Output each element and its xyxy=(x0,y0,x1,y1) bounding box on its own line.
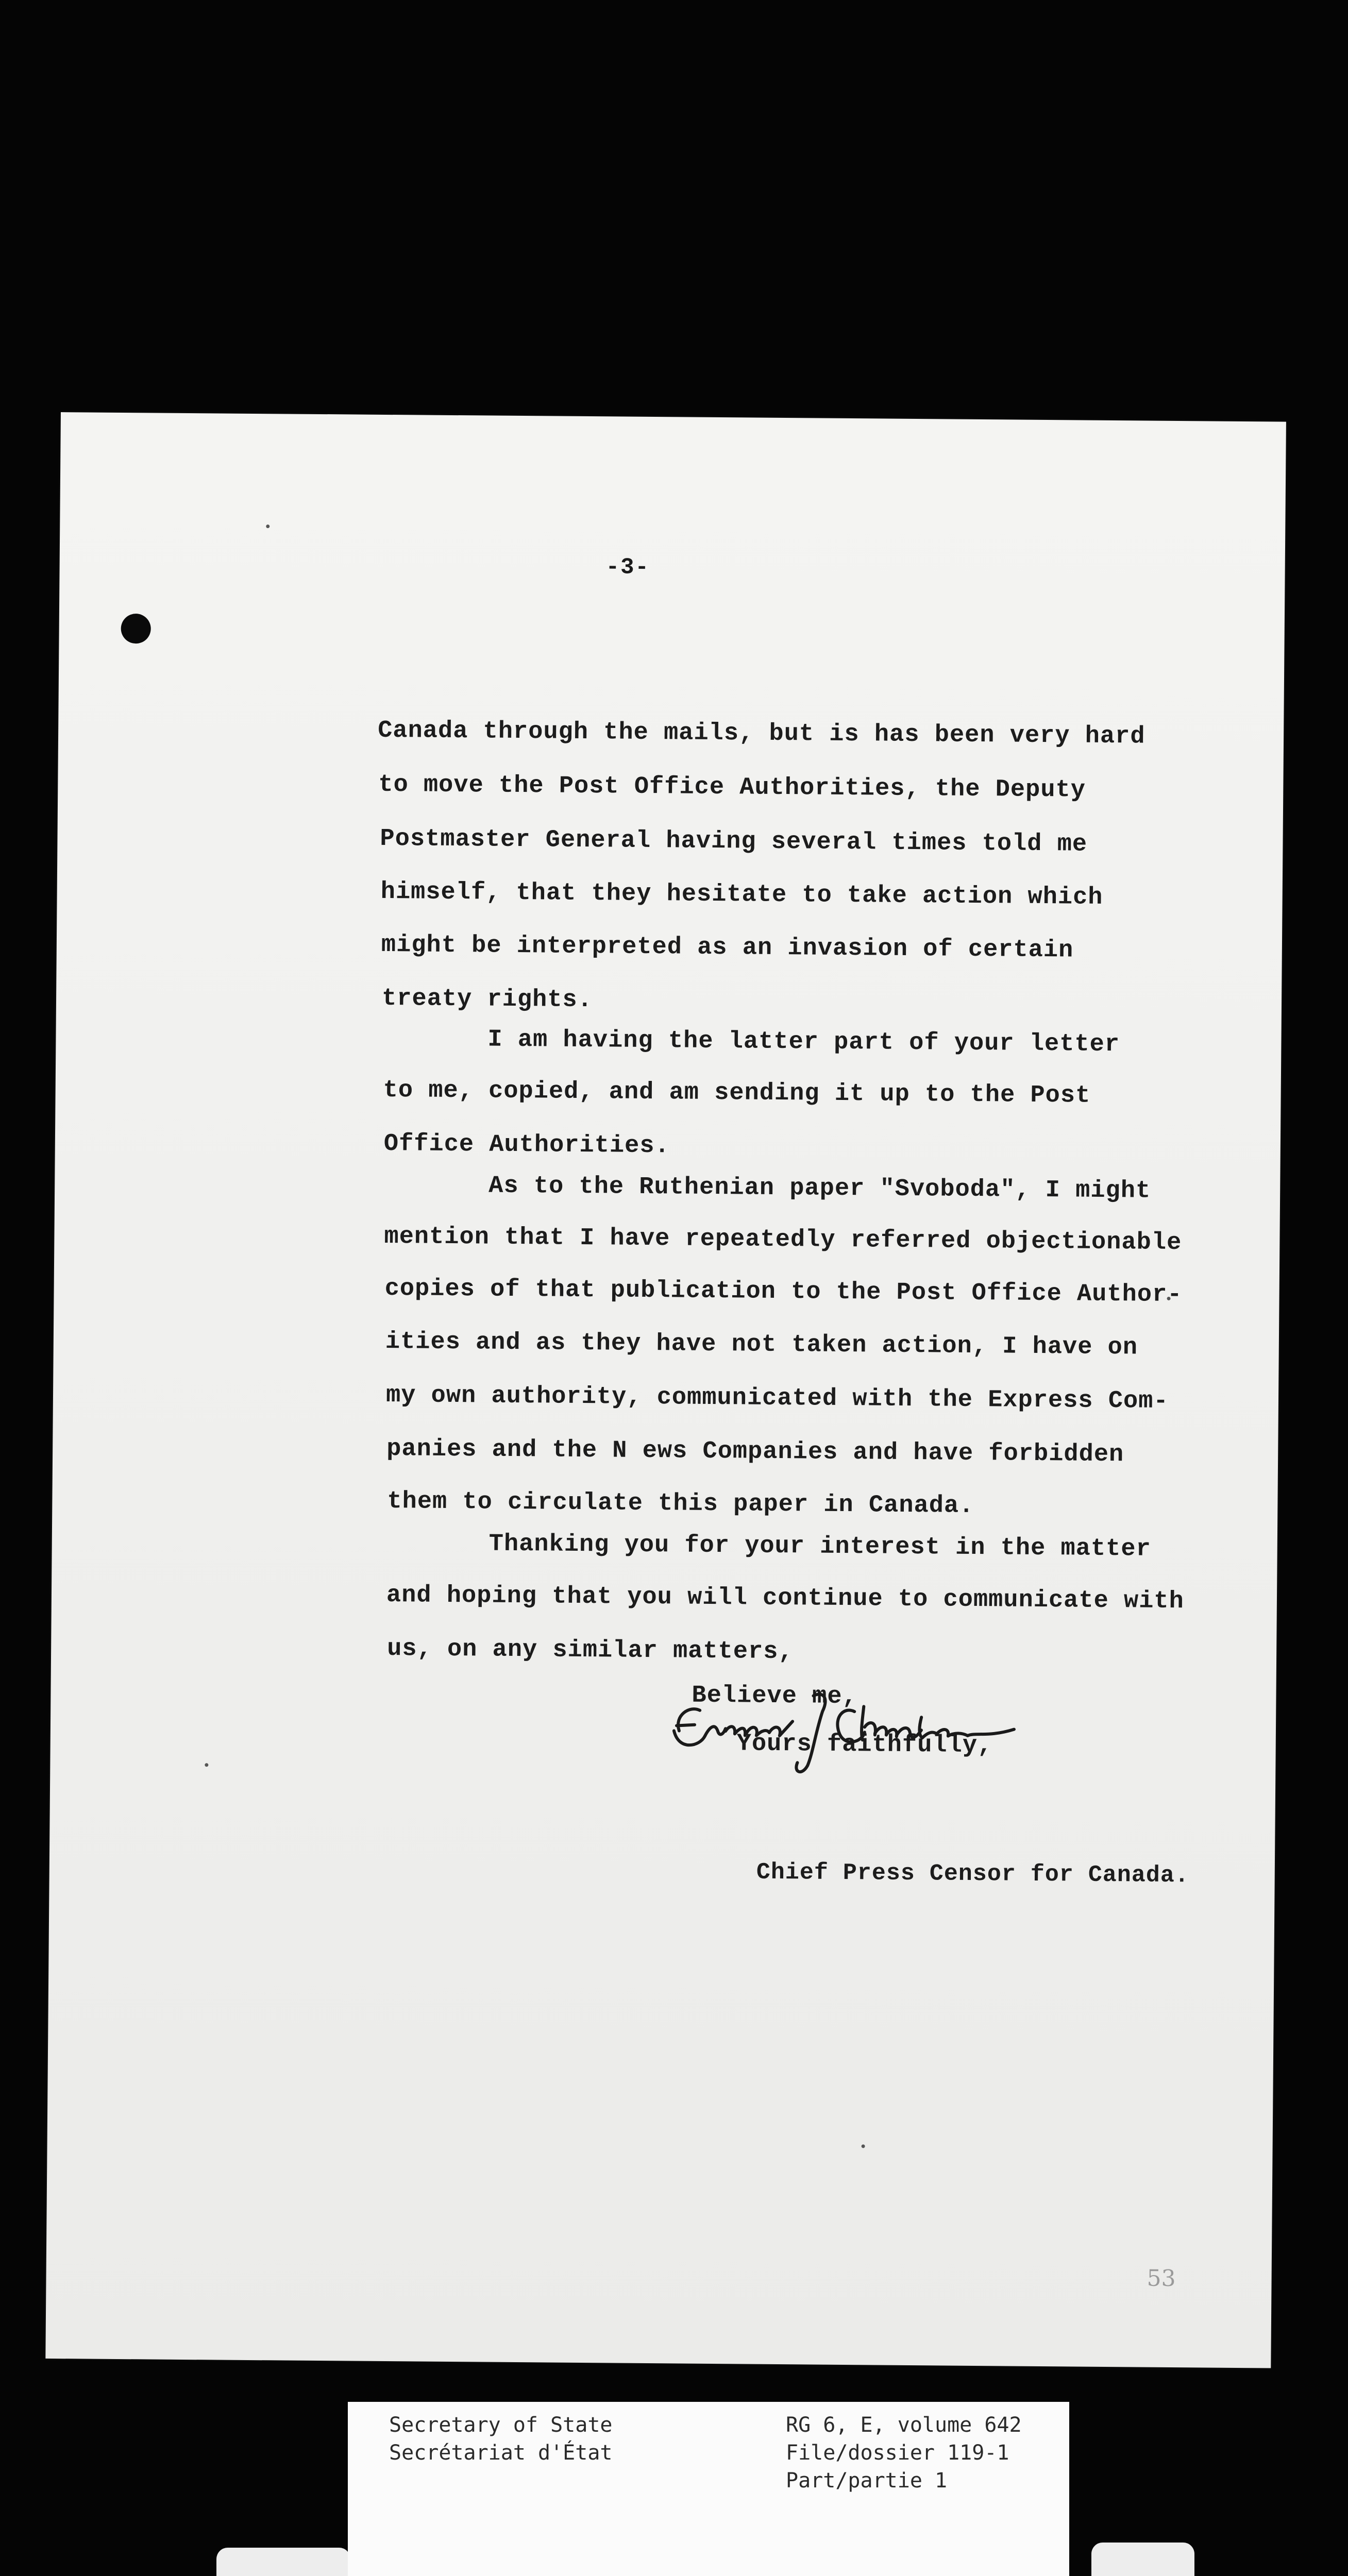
archive-label-card xyxy=(348,2402,1069,2576)
body-line: us, on any similar matters, xyxy=(386,1635,794,1666)
letter-page xyxy=(45,412,1286,2368)
body-line: Office Authorities. xyxy=(383,1130,670,1160)
body-line: ities and as they have not taken action, I have on xyxy=(385,1328,1138,1362)
signatory-title: Chief Press Censor for Canada. xyxy=(756,1859,1190,1889)
body-line: copies of that publication to the Post Office Author- xyxy=(384,1275,1183,1309)
body-line: himself, that they hesitate to take action which xyxy=(380,878,1103,911)
paper-fleck xyxy=(205,1763,208,1767)
body-line: Canada through the mails, but is has been very hard xyxy=(377,717,1145,751)
punch-hole xyxy=(121,614,150,643)
body-line: I am having the latter part of your letter xyxy=(487,1026,1120,1059)
body-line: panies and the N ews Companies and have forbidden xyxy=(386,1435,1124,1469)
corner-note: 53 xyxy=(1147,2265,1176,2292)
label-department xyxy=(389,2411,612,2467)
body-line: my own authority, communicated with the Express Com- xyxy=(385,1382,1169,1415)
body-line: As to the Ruthenian paper "Svoboda", I might xyxy=(488,1172,1151,1205)
label-file: File/dossier 119-1 xyxy=(786,2441,1009,2465)
label-department-fr: Secrétariat d'État xyxy=(389,2441,613,2465)
body-line: and hoping that you will continue to communicate with xyxy=(386,1582,1184,1616)
body-line: treaty rights. xyxy=(381,985,593,1014)
body-line: them to circulate this paper in Canada. xyxy=(387,1488,974,1520)
label-record-group: RG 6, E, volume 642 xyxy=(786,2413,1022,2437)
body-line: Postmaster General having several times told me xyxy=(380,825,1088,858)
label-department-en: Secretary of State xyxy=(389,2413,613,2437)
stand-left-post xyxy=(216,2548,350,2576)
closing-yours-faithfully: Yours faithfully, xyxy=(736,1730,993,1760)
body-line: to me, copied, and am sending it up to the Post xyxy=(383,1076,1091,1110)
page-number: -3- xyxy=(605,554,650,581)
body-line: mention that I have repeatedly referred objectionable xyxy=(384,1223,1182,1257)
body-line: to move the Post Office Authorities, the Deputy xyxy=(378,771,1086,804)
label-reference xyxy=(786,2411,1022,2495)
paper-fleck xyxy=(266,524,269,528)
letter-body xyxy=(61,412,1286,1666)
closing-believe-me: Believe me, xyxy=(692,1682,857,1711)
handwritten-signature xyxy=(658,1674,1051,1780)
stand-right-post xyxy=(1091,2543,1194,2576)
body-line: Thanking you for your interest in the matter xyxy=(488,1530,1151,1563)
label-part: Part/partie 1 xyxy=(786,2469,948,2493)
paper-fleck xyxy=(862,2144,865,2148)
body-line: might be interpreted as an invasion of certain xyxy=(381,931,1074,964)
